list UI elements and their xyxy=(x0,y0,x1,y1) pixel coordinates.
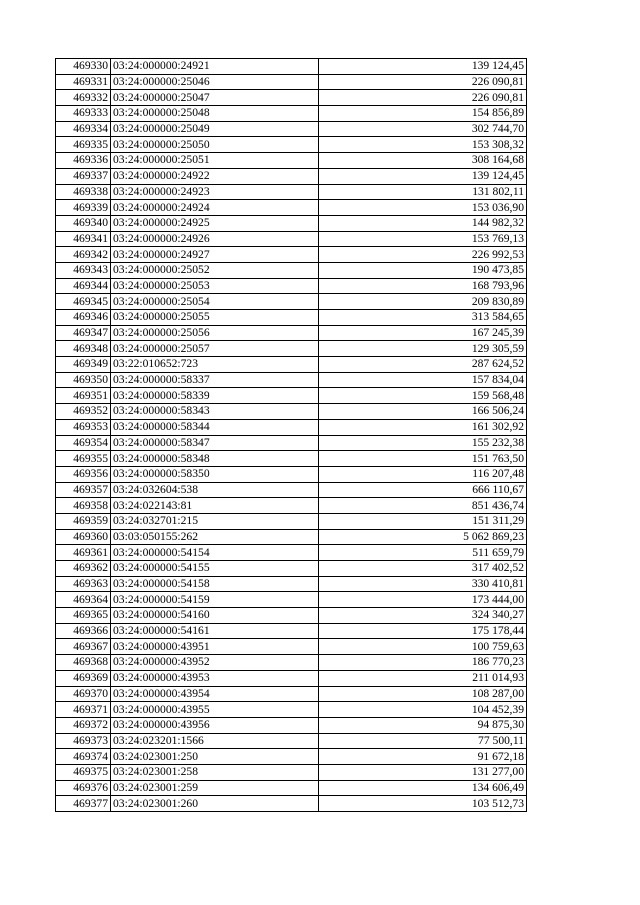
cadastral-value-cell: 131 802,11 xyxy=(319,184,527,200)
row-id-cell: 469331 xyxy=(56,74,111,90)
table-row xyxy=(56,137,527,153)
cadastral-value-cell: 100 759,63 xyxy=(319,639,527,655)
table-row xyxy=(56,106,527,122)
row-id-cell: 469364 xyxy=(56,592,111,608)
row-id-cell: 469372 xyxy=(56,717,111,733)
table-row xyxy=(56,59,527,75)
cadastral-number-cell: 03:24:000000:24926 xyxy=(111,231,319,247)
cadastral-value-cell: 131 277,00 xyxy=(319,764,527,780)
row-id-cell: 469377 xyxy=(56,796,111,812)
row-id-cell: 469374 xyxy=(56,749,111,765)
row-id-cell: 469346 xyxy=(56,310,111,326)
row-id-cell: 469343 xyxy=(56,262,111,278)
table-row xyxy=(56,482,527,498)
cadastral-value-cell: 144 982,32 xyxy=(319,215,527,231)
row-id-cell: 469367 xyxy=(56,639,111,655)
cadastral-number-cell: 03:24:023201:1566 xyxy=(111,733,319,749)
row-id-cell: 469347 xyxy=(56,325,111,341)
table-row xyxy=(56,325,527,341)
cadastral-value-cell: 226 090,81 xyxy=(319,90,527,106)
cadastral-number-cell: 03:24:000000:43953 xyxy=(111,670,319,686)
row-id-cell: 469369 xyxy=(56,670,111,686)
cadastral-number-cell: 03:24:000000:24921 xyxy=(111,59,319,75)
table-row xyxy=(56,796,527,812)
cadastral-value-cell: 330 410,81 xyxy=(319,576,527,592)
row-id-cell: 469362 xyxy=(56,561,111,577)
cadastral-number-cell: 03:22:010652:723 xyxy=(111,357,319,373)
row-id-cell: 469348 xyxy=(56,341,111,357)
table-row xyxy=(56,121,527,137)
cadastral-number-cell: 03:24:000000:25056 xyxy=(111,325,319,341)
table-row xyxy=(56,623,527,639)
row-id-cell: 469363 xyxy=(56,576,111,592)
table-row xyxy=(56,670,527,686)
cadastral-value-cell: 166 506,24 xyxy=(319,404,527,420)
cadastral-value-cell: 511 659,79 xyxy=(319,545,527,561)
cadastral-number-cell: 03:03:050155:262 xyxy=(111,529,319,545)
row-id-cell: 469340 xyxy=(56,215,111,231)
cadastral-value-cell: 851 436,74 xyxy=(319,498,527,514)
cadastral-number-cell: 03:24:000000:58337 xyxy=(111,372,319,388)
row-id-cell: 469352 xyxy=(56,404,111,420)
row-id-cell: 469368 xyxy=(56,655,111,671)
cadastral-value-cell: 94 875,30 xyxy=(319,717,527,733)
cadastral-number-cell: 03:24:000000:43955 xyxy=(111,702,319,718)
row-id-cell: 469354 xyxy=(56,435,111,451)
cadastral-value-cell: 302 744,70 xyxy=(319,121,527,137)
table-row xyxy=(56,702,527,718)
table-row xyxy=(56,529,527,545)
cadastral-number-cell: 03:24:000000:58350 xyxy=(111,466,319,482)
table-row xyxy=(56,576,527,592)
row-id-cell: 469337 xyxy=(56,168,111,184)
row-id-cell: 469373 xyxy=(56,733,111,749)
row-id-cell: 469365 xyxy=(56,608,111,624)
cadastral-number-cell: 03:24:000000:25054 xyxy=(111,294,319,310)
cadastral-number-cell: 03:24:000000:54158 xyxy=(111,576,319,592)
cadastral-value-cell: 104 452,39 xyxy=(319,702,527,718)
cadastral-number-cell: 03:24:000000:58344 xyxy=(111,419,319,435)
row-id-cell: 469371 xyxy=(56,702,111,718)
row-id-cell: 469341 xyxy=(56,231,111,247)
row-id-cell: 469357 xyxy=(56,482,111,498)
cadastral-value-cell: 139 124,45 xyxy=(319,168,527,184)
cadastral-value-cell: 666 110,67 xyxy=(319,482,527,498)
row-id-cell: 469334 xyxy=(56,121,111,137)
cadastral-value-cell: 5 062 869,23 xyxy=(319,529,527,545)
cadastral-number-cell: 03:24:000000:24924 xyxy=(111,200,319,216)
table-row xyxy=(56,655,527,671)
table-row xyxy=(56,592,527,608)
table-row xyxy=(56,184,527,200)
cadastral-value-cell: 173 444,00 xyxy=(319,592,527,608)
row-id-cell: 469345 xyxy=(56,294,111,310)
table-row xyxy=(56,372,527,388)
row-id-cell: 469335 xyxy=(56,137,111,153)
cadastral-value-cell: 103 512,73 xyxy=(319,796,527,812)
cadastral-value-cell: 161 302,92 xyxy=(319,419,527,435)
cadastral-value-cell: 155 232,38 xyxy=(319,435,527,451)
cadastral-value-cell: 129 305,59 xyxy=(319,341,527,357)
row-id-cell: 469355 xyxy=(56,451,111,467)
cadastral-number-cell: 03:24:023001:259 xyxy=(111,780,319,796)
table-row xyxy=(56,341,527,357)
table-row xyxy=(56,153,527,169)
cadastral-number-cell: 03:24:000000:58343 xyxy=(111,404,319,420)
table-row xyxy=(56,451,527,467)
table-row xyxy=(56,749,527,765)
cadastral-value-cell: 139 124,45 xyxy=(319,59,527,75)
cadastral-number-cell: 03:24:023001:258 xyxy=(111,764,319,780)
table-row xyxy=(56,247,527,263)
cadastral-value-cell: 175 178,44 xyxy=(319,623,527,639)
cadastral-number-cell: 03:24:000000:54159 xyxy=(111,592,319,608)
row-id-cell: 469356 xyxy=(56,466,111,482)
cadastral-value-cell: 209 830,89 xyxy=(319,294,527,310)
table-row xyxy=(56,200,527,216)
table-row xyxy=(56,639,527,655)
cadastral-number-cell: 03:24:000000:54161 xyxy=(111,623,319,639)
row-id-cell: 469376 xyxy=(56,780,111,796)
cadastral-number-cell: 03:24:000000:58348 xyxy=(111,451,319,467)
table-row xyxy=(56,404,527,420)
cadastral-number-cell: 03:24:032604:538 xyxy=(111,482,319,498)
table-row xyxy=(56,513,527,529)
cadastral-value-cell: 116 207,48 xyxy=(319,466,527,482)
cadastral-number-cell: 03:24:000000:25053 xyxy=(111,278,319,294)
cadastral-value-cell: 308 164,68 xyxy=(319,153,527,169)
cadastre-value-table xyxy=(55,58,527,812)
table-row xyxy=(56,561,527,577)
row-id-cell: 469332 xyxy=(56,90,111,106)
table-row xyxy=(56,215,527,231)
row-id-cell: 469351 xyxy=(56,388,111,404)
cadastral-number-cell: 03:24:023001:250 xyxy=(111,749,319,765)
cadastral-number-cell: 03:24:000000:43954 xyxy=(111,686,319,702)
cadastral-value-cell: 190 473,85 xyxy=(319,262,527,278)
row-id-cell: 469366 xyxy=(56,623,111,639)
cadastral-number-cell: 03:24:000000:54160 xyxy=(111,608,319,624)
table-row xyxy=(56,466,527,482)
cadastral-value-cell: 167 245,39 xyxy=(319,325,527,341)
cadastral-number-cell: 03:24:000000:54155 xyxy=(111,561,319,577)
cadastral-value-cell: 151 763,50 xyxy=(319,451,527,467)
cadastral-value-cell: 91 672,18 xyxy=(319,749,527,765)
cadastral-value-cell: 153 769,13 xyxy=(319,231,527,247)
cadastral-number-cell: 03:24:000000:43951 xyxy=(111,639,319,655)
cadastral-number-cell: 03:24:000000:24922 xyxy=(111,168,319,184)
cadastral-number-cell: 03:24:000000:25051 xyxy=(111,153,319,169)
cadastral-number-cell: 03:24:000000:24925 xyxy=(111,215,319,231)
cadastral-value-cell: 154 856,89 xyxy=(319,106,527,122)
cadastral-value-cell: 168 793,96 xyxy=(319,278,527,294)
table-row xyxy=(56,74,527,90)
row-id-cell: 469375 xyxy=(56,764,111,780)
table-row xyxy=(56,686,527,702)
cadastral-number-cell: 03:24:000000:54154 xyxy=(111,545,319,561)
row-id-cell: 469370 xyxy=(56,686,111,702)
cadastral-number-cell: 03:24:000000:43952 xyxy=(111,655,319,671)
table-row xyxy=(56,357,527,373)
table-row xyxy=(56,388,527,404)
cadastral-value-cell: 186 770,23 xyxy=(319,655,527,671)
table-row xyxy=(56,278,527,294)
row-id-cell: 469353 xyxy=(56,419,111,435)
cadastral-value-cell: 77 500,11 xyxy=(319,733,527,749)
row-id-cell: 469360 xyxy=(56,529,111,545)
row-id-cell: 469359 xyxy=(56,513,111,529)
cadastral-value-cell: 157 834,04 xyxy=(319,372,527,388)
row-id-cell: 469361 xyxy=(56,545,111,561)
cadastral-number-cell: 03:24:000000:24923 xyxy=(111,184,319,200)
cadastral-number-cell: 03:24:000000:58339 xyxy=(111,388,319,404)
cadastral-value-cell: 317 402,52 xyxy=(319,561,527,577)
table-row xyxy=(56,780,527,796)
row-id-cell: 469358 xyxy=(56,498,111,514)
cadastral-value-cell: 153 308,32 xyxy=(319,137,527,153)
row-id-cell: 469336 xyxy=(56,153,111,169)
table-row xyxy=(56,294,527,310)
cadastral-value-cell: 226 992,53 xyxy=(319,247,527,263)
table-row xyxy=(56,231,527,247)
row-id-cell: 469339 xyxy=(56,200,111,216)
cadastral-value-cell: 313 584,65 xyxy=(319,310,527,326)
cadastral-value-cell: 153 036,90 xyxy=(319,200,527,216)
cadastral-number-cell: 03:24:000000:25047 xyxy=(111,90,319,106)
cadastral-value-cell: 324 340,27 xyxy=(319,608,527,624)
table-row xyxy=(56,90,527,106)
cadastral-number-cell: 03:24:000000:25057 xyxy=(111,341,319,357)
cadastral-value-cell: 211 014,93 xyxy=(319,670,527,686)
row-id-cell: 469342 xyxy=(56,247,111,263)
cadastral-value-cell: 108 287,00 xyxy=(319,686,527,702)
table-row xyxy=(56,310,527,326)
table-row xyxy=(56,764,527,780)
table-row xyxy=(56,733,527,749)
table-row xyxy=(56,545,527,561)
cadastral-number-cell: 03:24:032701:215 xyxy=(111,513,319,529)
cadastral-number-cell: 03:24:000000:25052 xyxy=(111,262,319,278)
row-id-cell: 469344 xyxy=(56,278,111,294)
cadastral-number-cell: 03:24:000000:43956 xyxy=(111,717,319,733)
table-row xyxy=(56,168,527,184)
table-row xyxy=(56,498,527,514)
cadastral-number-cell: 03:24:000000:58347 xyxy=(111,435,319,451)
table-body xyxy=(56,59,527,812)
row-id-cell: 469338 xyxy=(56,184,111,200)
cadastral-number-cell: 03:24:023001:260 xyxy=(111,796,319,812)
row-id-cell: 469333 xyxy=(56,106,111,122)
table-row xyxy=(56,608,527,624)
row-id-cell: 469330 xyxy=(56,59,111,75)
cadastral-value-cell: 287 624,52 xyxy=(319,357,527,373)
table-row xyxy=(56,419,527,435)
cadastral-number-cell: 03:24:000000:25046 xyxy=(111,74,319,90)
cadastral-value-cell: 151 311,29 xyxy=(319,513,527,529)
cadastral-number-cell: 03:24:000000:25049 xyxy=(111,121,319,137)
cadastral-value-cell: 226 090,81 xyxy=(319,74,527,90)
table-row xyxy=(56,262,527,278)
cadastral-value-cell: 134 606,49 xyxy=(319,780,527,796)
cadastral-number-cell: 03:24:022143:81 xyxy=(111,498,319,514)
row-id-cell: 469350 xyxy=(56,372,111,388)
row-id-cell: 469349 xyxy=(56,357,111,373)
table-row xyxy=(56,717,527,733)
cadastral-number-cell: 03:24:000000:25050 xyxy=(111,137,319,153)
cadastral-number-cell: 03:24:000000:25048 xyxy=(111,106,319,122)
table-row xyxy=(56,435,527,451)
cadastral-value-cell: 159 568,48 xyxy=(319,388,527,404)
cadastral-number-cell: 03:24:000000:24927 xyxy=(111,247,319,263)
cadastral-number-cell: 03:24:000000:25055 xyxy=(111,310,319,326)
